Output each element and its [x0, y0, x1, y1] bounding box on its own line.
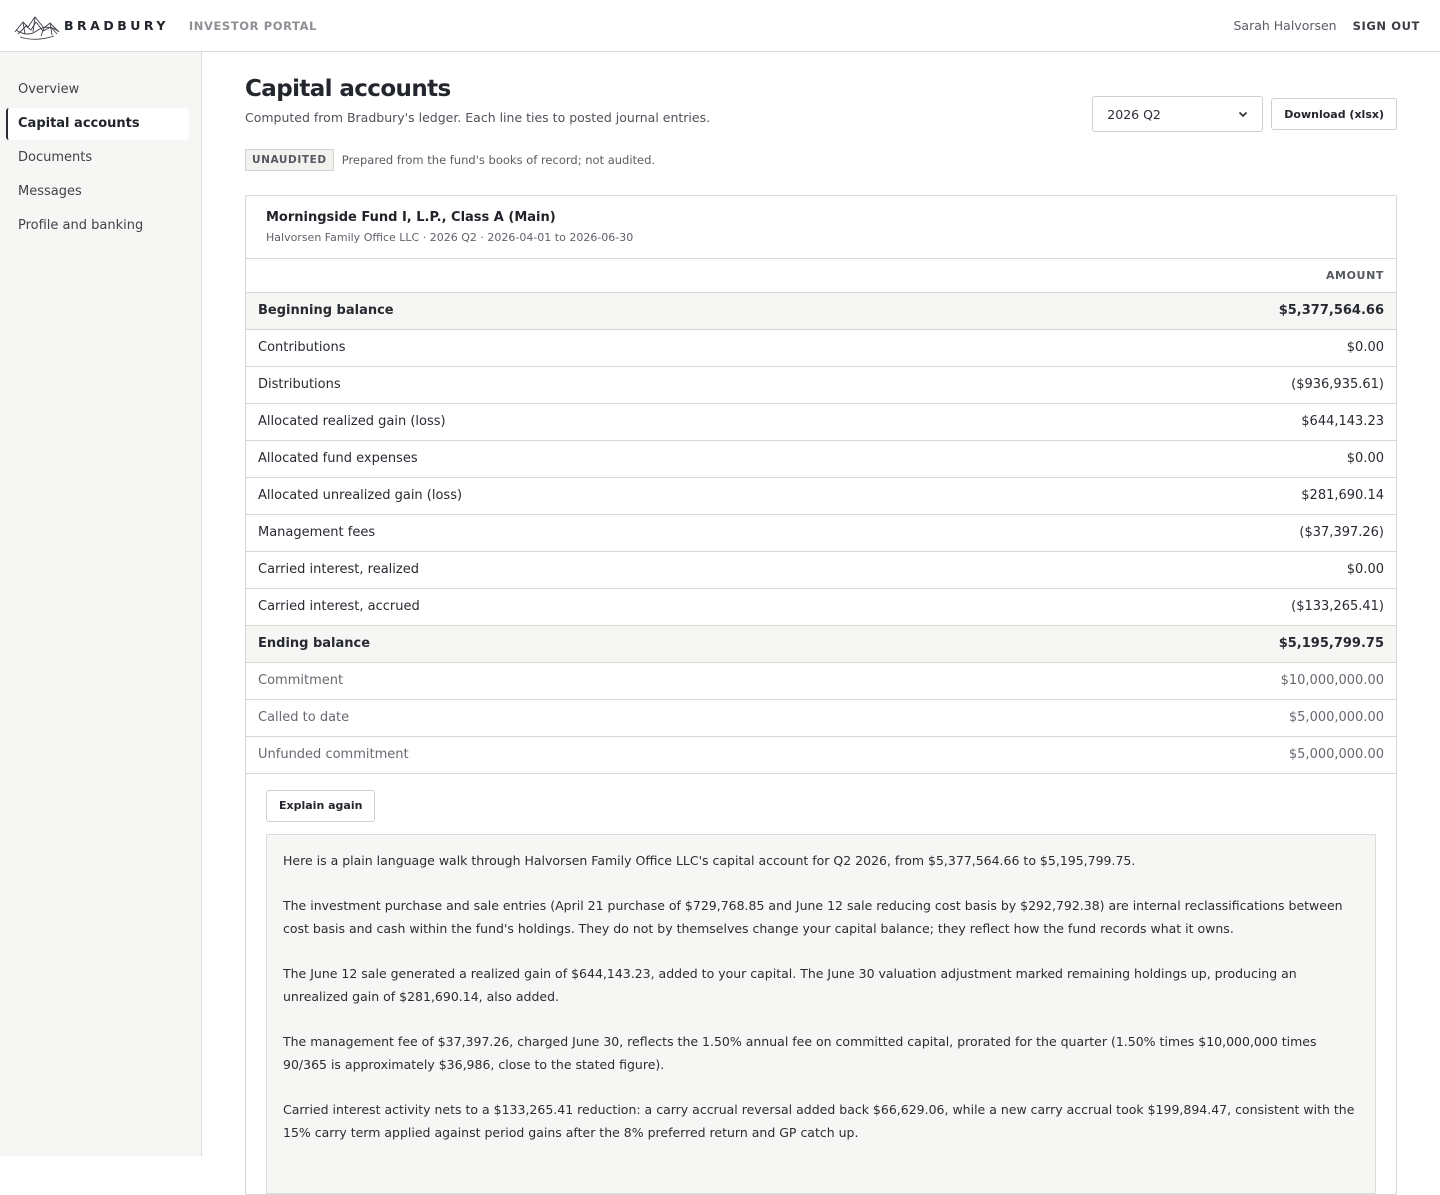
explanation-paragraph: Carried interest activity nets to a $133,265.41 reduction: a carry accrual reversal added back $66,629.06, while a new carry accrual took $199,894.47, consistent with the 15% carry term applied against period gains after the 8% preferred return and GP catch up.: [283, 1101, 1355, 1140]
fund-name: Morningside Fund I, L.P., Class A (Main): [266, 210, 556, 225]
mountain-logo-icon: [14, 12, 60, 40]
table-row: [246, 329, 1396, 366]
explain-again-button[interactable]: Explain again: [266, 790, 375, 822]
row-amount: $5,000,000.00: [980, 699, 1396, 736]
row-label: Commitment: [246, 662, 980, 699]
explanation-paragraph: Here is a plain language walk through Halvorsen Family Office LLC's capital account for Q2 2026, from $5,377,564.66 to $5,195,799.75.: [283, 852, 1136, 868]
row-label: Allocated unrealized gain (loss): [246, 477, 980, 514]
fund-meta: Halvorsen Family Office LLC · 2026 Q2 · 2026-04-01 to 2026-06-30: [266, 231, 634, 244]
brand-name: BRADBURY: [64, 18, 169, 33]
row-amount: ($133,265.41): [980, 588, 1396, 625]
table-row: [246, 551, 1396, 588]
main-content: [245, 52, 1397, 1195]
user-name: Sarah Halvorsen: [1233, 18, 1337, 33]
table-row: [246, 514, 1396, 551]
row-amount: ($936,935.61): [980, 366, 1396, 403]
row-label: Management fees: [246, 514, 980, 551]
explanation-paragraph: The investment purchase and sale entries (April 21 purchase of $729,768.85 and June 12 sale reducing cost basis by $292,792.38) are internal reclassifications between cost basis and cash within the fund's holdings. They do not by themselves change your capital balance; they reflect how the fund records what it owns.: [283, 897, 1343, 936]
portal-label: INVESTOR PORTAL: [188, 18, 318, 33]
table-row: [246, 403, 1396, 440]
amount-column-header: AMOUNT: [980, 259, 1396, 292]
explanation-paragraph: The management fee of $37,397.26, charged June 30, reflects the 1.50% annual fee on committed capital, prorated for the quarter (1.50% times $10,000,000 times 90/365 is approximately $36,986, close to the stated figure).: [283, 1033, 1317, 1072]
logo[interactable]: [14, 12, 169, 40]
statement-table: [246, 259, 1396, 774]
row-amount: $0.00: [980, 440, 1396, 477]
row-label: Ending balance: [246, 625, 980, 662]
period-select[interactable]: [1092, 96, 1263, 132]
sidebar: [0, 52, 202, 1156]
chevron-down-icon: [1238, 109, 1248, 119]
row-label: Carried interest, accrued: [246, 588, 980, 625]
sidebar-item-messages[interactable]: Messages: [18, 184, 82, 199]
row-label: Distributions: [246, 366, 980, 403]
row-label: Allocated realized gain (loss): [246, 403, 980, 440]
sign-out-button[interactable]: SIGN OUT: [1352, 18, 1420, 33]
period-select-value: 2026 Q2: [1107, 106, 1161, 122]
table-row: [246, 292, 1396, 329]
table-row: [246, 736, 1396, 773]
row-amount: $644,143.23: [980, 403, 1396, 440]
explanation-panel: [266, 834, 1376, 1194]
row-amount: $5,195,799.75: [980, 625, 1396, 662]
download-xlsx-button[interactable]: Download (xlsx): [1271, 98, 1397, 130]
row-label: Unfunded commitment: [246, 736, 980, 773]
row-amount: $0.00: [980, 329, 1396, 366]
table-row: [246, 477, 1396, 514]
table-row: [246, 588, 1396, 625]
sidebar-item-profile-banking[interactable]: Profile and banking: [18, 218, 144, 233]
page-subtitle: Computed from Bradbury's ledger. Each line ties to posted journal entries.: [245, 110, 711, 125]
row-amount: $281,690.14: [980, 477, 1396, 514]
table-row: [246, 662, 1396, 699]
sidebar-item-documents[interactable]: Documents: [18, 150, 93, 165]
capital-account-statement: [245, 195, 1397, 1195]
table-row: [246, 440, 1396, 477]
sidebar-item-overview[interactable]: Overview: [18, 82, 80, 97]
row-amount: ($37,397.26): [980, 514, 1396, 551]
row-label: Contributions: [246, 329, 980, 366]
row-label: Allocated fund expenses: [246, 440, 980, 477]
page-title: Capital accounts: [245, 76, 451, 102]
table-row: [246, 366, 1396, 403]
row-label: Beginning balance: [246, 292, 980, 329]
row-amount: $10,000,000.00: [980, 662, 1396, 699]
row-amount: $5,377,564.66: [980, 292, 1396, 329]
unaudited-badge: UNAUDITED: [245, 149, 334, 171]
row-amount: $0.00: [980, 551, 1396, 588]
row-label: Carried interest, realized: [246, 551, 980, 588]
row-label: Called to date: [246, 699, 980, 736]
audit-note: Prepared from the fund's books of record; not audited.: [341, 153, 656, 167]
sidebar-item-capital-accounts[interactable]: Capital accounts: [6, 108, 189, 140]
top-bar: [0, 0, 1440, 52]
table-row: [246, 625, 1396, 662]
row-amount: $5,000,000.00: [980, 736, 1396, 773]
explanation-paragraph: The June 12 sale generated a realized gain of $644,143.23, added to your capital. The June 30 valuation adjustment marked remaining holdings up, producing an unrealized gain of $281,690.14, also added.: [283, 965, 1297, 1004]
table-row: [246, 699, 1396, 736]
